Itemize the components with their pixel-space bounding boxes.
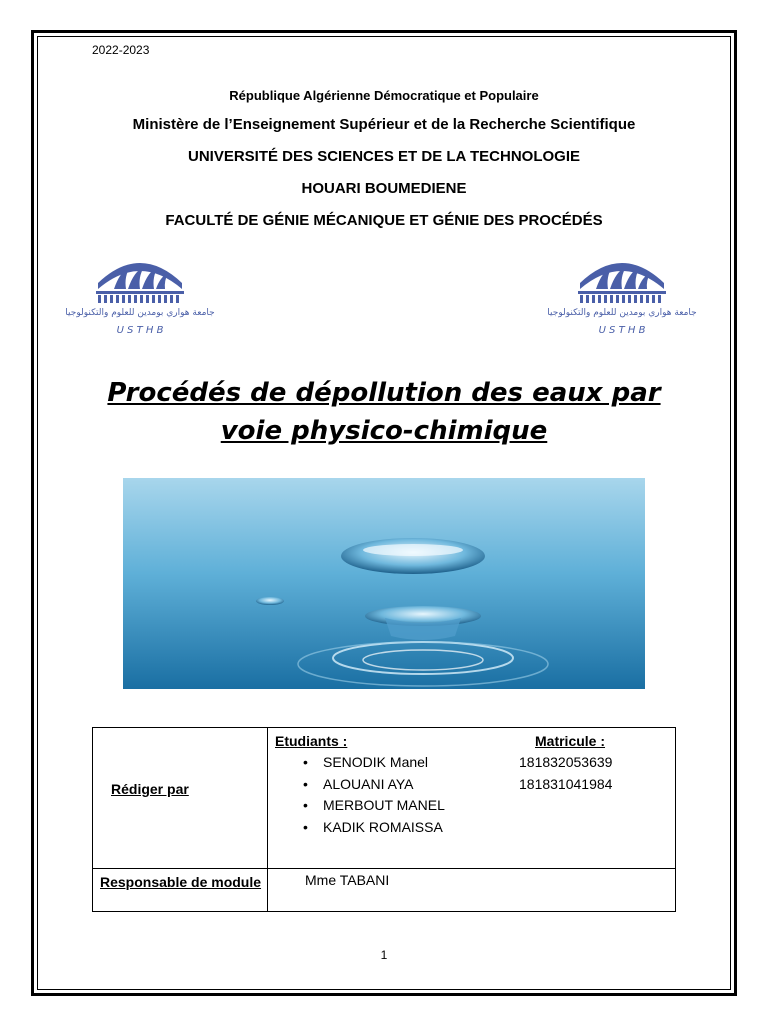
usthb-logo-right <box>547 245 697 337</box>
republic-heading: République Algérienne Démocratique et Populaire <box>229 88 539 103</box>
responsable-cell <box>93 869 268 912</box>
svg-text:U S T H B: U S T H B <box>598 325 646 336</box>
water-droplet-image <box>123 478 645 689</box>
academic-year: 2022-2023 <box>92 43 150 57</box>
responsable-label: Responsable de module <box>100 874 262 890</box>
university-heading: UNIVERSITÉ DES SCIENCES ET DE LA TECHNOLOGIE <box>188 148 580 165</box>
ministry-heading: Ministère de l’Enseignement Supérieur et de la Recherche Scientifique <box>132 116 636 133</box>
svg-text:جامعة هواري بومدين للعلوم والت: جامعة هواري بومدين للعلوم والتكنولوجيا <box>65 308 215 318</box>
svg-text:U S T H B: U S T H B <box>116 325 164 336</box>
title-line-1: Procédés de dépollution des eaux par <box>107 378 661 408</box>
redige-label: Rédiger par <box>111 781 189 797</box>
list-item: • SENODIK Manel <box>303 752 445 774</box>
svg-text:جامعة هواري بومدين للعلوم والت: جامعة هواري بومدين للعلوم والتكنولوجيا <box>547 308 697 318</box>
info-table <box>92 727 676 912</box>
table-row <box>93 869 676 912</box>
faculty-heading: FACULTÉ DE GÉNIE MÉCANIQUE ET GÉNIE DES PROCÉDÉS <box>165 212 603 229</box>
usthb-logo-left <box>65 245 215 337</box>
document-title <box>0 374 768 450</box>
list-item: 181831041984 <box>519 775 613 792</box>
students-label: Etudiants : <box>275 733 348 749</box>
responsable-value: Mme TABANI <box>305 872 390 888</box>
title-line-2: voie physico-chimique <box>220 416 548 446</box>
matricule-label: Matricule : <box>535 733 606 749</box>
responsable-value-cell <box>268 869 676 912</box>
matricule-list <box>519 752 612 795</box>
redige-cell <box>93 728 268 869</box>
list-item: • ALOUANI AYA <box>303 774 445 796</box>
table-row <box>93 728 676 869</box>
list-item: • MERBOUT MANEL <box>303 795 445 817</box>
students-cell <box>268 728 676 869</box>
list-item: • KADIK ROMAISSA <box>303 817 445 839</box>
page-number: 1 <box>380 948 388 962</box>
university-name-heading: HOUARI BOUMEDIENE <box>301 180 467 197</box>
students-list <box>303 752 445 838</box>
list-item: 181832053639 <box>519 754 613 770</box>
